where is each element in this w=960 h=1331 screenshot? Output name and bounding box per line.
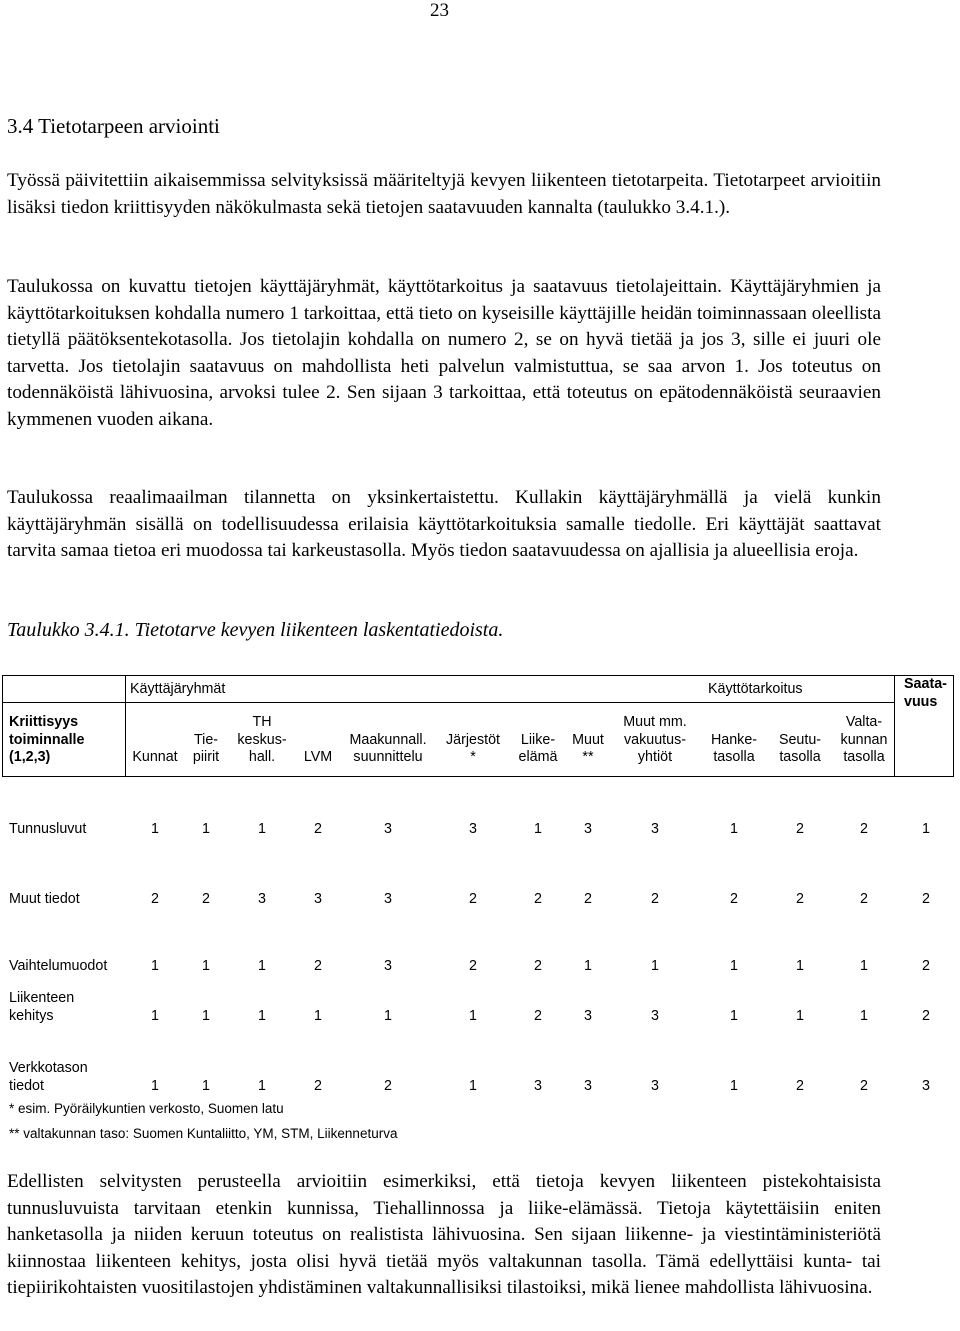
paragraph-table-description: Taulukossa on kuvattu tietojen käyttäjäryhmät, käyttötarkoitus ja saatavuus tietolajeittain. Käyttäjäryhmien ja käyttötarkoituksen kohdalla numero 1 tarkoittaa, että tieto on kyseisille käyttäjille heidän toiminnassaan oleellista tietyllä päätöksentekotasolla. Jos tietolajin kohdalla on numero 2, se on hyvä tietää ja jos 3, sille ei juuri ole tarvetta. Jos tietolajin saatavuus on mahdollista heti palvelun valmistuttua, se saa arvon 1. Jos toteutus on todennäköistä lähivuosina, arvoksi tulee 2. Sen sijaan 3 tarkoittaa, että toteutus on epätodennäköistä seuraavien kymmenen vuoden aikana. bbox=[7, 276, 881, 430]
table-cell: 1 bbox=[151, 958, 159, 974]
table-cell: 1 bbox=[534, 821, 542, 837]
table-cell: 1 bbox=[202, 1008, 210, 1024]
table-cell: 3 bbox=[314, 891, 322, 907]
table-header-divider-availability bbox=[894, 675, 895, 777]
row-label: Tunnusluvut bbox=[9, 821, 87, 837]
table-cell: 3 bbox=[258, 891, 266, 907]
column-header: Muut ** bbox=[572, 731, 604, 766]
table-cell: 2 bbox=[651, 891, 659, 907]
column-header: Valta- kunnan tasolla bbox=[840, 713, 888, 766]
table-cell: 1 bbox=[469, 1008, 477, 1024]
table-cell: 2 bbox=[534, 1008, 542, 1024]
table-cell: 1 bbox=[796, 1008, 804, 1024]
table-cell: 1 bbox=[651, 958, 659, 974]
table-cell: 1 bbox=[730, 1078, 738, 1094]
purpose-group-header: Käyttötarkoitus bbox=[708, 681, 803, 697]
row-label: Vaihtelumuodot bbox=[9, 958, 108, 974]
table-cell: 2 bbox=[860, 891, 868, 907]
column-header: TH keskus- hall. bbox=[237, 713, 287, 766]
column-header: Tie- piirit bbox=[192, 731, 220, 766]
table-cell: 2 bbox=[796, 1078, 804, 1094]
table-cell: 2 bbox=[314, 1078, 322, 1094]
table-header-divider bbox=[2, 702, 894, 703]
table-cell: 1 bbox=[469, 1078, 477, 1094]
availability-header: Saata- vuus bbox=[904, 676, 947, 710]
table-cell: 3 bbox=[651, 1008, 659, 1024]
table-cell: 2 bbox=[860, 821, 868, 837]
table-cell: 3 bbox=[384, 821, 392, 837]
table-cell: 2 bbox=[384, 1078, 392, 1094]
table-cell: 2 bbox=[534, 958, 542, 974]
table-cell: 3 bbox=[384, 891, 392, 907]
table-cell: 1 bbox=[151, 1008, 159, 1024]
column-header: Hanke- tasolla bbox=[710, 731, 758, 766]
table-cell: 1 bbox=[730, 958, 738, 974]
table-cell: 2 bbox=[202, 891, 210, 907]
table-cell: 3 bbox=[469, 821, 477, 837]
column-header: Maakunnall. suunnittelu bbox=[349, 731, 427, 766]
table-cell: 1 bbox=[258, 1008, 266, 1024]
page-number: 23 bbox=[430, 0, 449, 21]
table-cell: 2 bbox=[860, 1078, 868, 1094]
table-cell: 1 bbox=[584, 958, 592, 974]
column-header: Seutu- tasolla bbox=[778, 731, 822, 766]
table-cell: 2 bbox=[922, 958, 930, 974]
table-cell: 1 bbox=[384, 1008, 392, 1024]
column-header: Järjestöt * bbox=[445, 731, 501, 766]
row-label: Liikenteen kehitys bbox=[9, 990, 75, 1024]
table-cell: 3 bbox=[922, 1078, 930, 1094]
table-cell: 3 bbox=[534, 1078, 542, 1094]
table-cell: 3 bbox=[651, 821, 659, 837]
table-cell: 1 bbox=[730, 821, 738, 837]
table-cell: 1 bbox=[202, 958, 210, 974]
table-cell: 1 bbox=[258, 821, 266, 837]
table-cell: 3 bbox=[651, 1078, 659, 1094]
table-cell: 2 bbox=[584, 891, 592, 907]
table-cell: 2 bbox=[469, 958, 477, 974]
table-cell: 3 bbox=[584, 821, 592, 837]
table-caption: Taulukko 3.4.1. Tietotarve kevyen liikenteen laskentatiedoista. bbox=[7, 619, 504, 641]
table-cell: 2 bbox=[151, 891, 159, 907]
table-cell: 2 bbox=[314, 958, 322, 974]
section-title: 3.4 Tietotarpeen arviointi bbox=[7, 114, 220, 138]
criticality-header: Kriittisyys toiminnalle (1,2,3) bbox=[9, 714, 85, 766]
paragraph-simplification: Taulukossa reaalimaailman tilannetta on yksinkertaistettu. Kullakin käyttäjäryhmällä ja vielä kunkin käyttäjäryhmän sisällä on todellisuudessa erilaisia käyttötarkoituksia samalle tiedolle. Eri käyttäjät saattavat tarvita samaa tietoa eri muodossa tai karkeustasolla. Myös tiedon saatavuudessa on ajallisia ja alueellisia eroja. bbox=[7, 487, 881, 561]
table-cell: 2 bbox=[534, 891, 542, 907]
column-header: LVM bbox=[303, 749, 333, 766]
table-cell: 3 bbox=[584, 1008, 592, 1024]
table-cell: 2 bbox=[796, 891, 804, 907]
table-cell: 3 bbox=[384, 958, 392, 974]
row-label: Verkkotason tiedot bbox=[9, 1060, 88, 1094]
table-cell: 1 bbox=[258, 958, 266, 974]
table-cell: 1 bbox=[922, 821, 930, 837]
users-group-header: Käyttäjäryhmät bbox=[130, 681, 226, 697]
table-cell: 2 bbox=[922, 891, 930, 907]
column-header: Muut mm. vakuutus- yhtiöt bbox=[623, 713, 687, 766]
footnote-2: ** valtakunnan taso: Suomen Kuntaliitto, YM, STM, Liikenneturva bbox=[9, 1126, 398, 1141]
table-cell: 1 bbox=[258, 1078, 266, 1094]
paragraph-intro: Työssä päivitettiin aikaisemmissa selvityksissä määriteltyjä kevyen liikenteen tietotarpeita. Tietotarpeet arvioitiin lisäksi tiedon kriittisyyden näkökulmasta sekä tietojen saatavuuden kannalta (taulukko 3.4.1.). bbox=[7, 170, 881, 218]
table-cell: 1 bbox=[860, 1008, 868, 1024]
table-cell: 2 bbox=[730, 891, 738, 907]
table-cell: 1 bbox=[860, 958, 868, 974]
table-cell: 2 bbox=[469, 891, 477, 907]
table-cell: 1 bbox=[151, 821, 159, 837]
table-cell: 2 bbox=[314, 821, 322, 837]
table-cell: 1 bbox=[730, 1008, 738, 1024]
table-cell: 1 bbox=[151, 1078, 159, 1094]
column-header: Liike- elämä bbox=[518, 731, 558, 766]
table-header-divider-criticality bbox=[125, 675, 126, 777]
column-header: Kunnat bbox=[132, 749, 178, 766]
table-cell: 1 bbox=[202, 821, 210, 837]
row-label: Muut tiedot bbox=[9, 891, 80, 907]
table-cell: 2 bbox=[922, 1008, 930, 1024]
table-cell: 3 bbox=[584, 1078, 592, 1094]
table-cell: 1 bbox=[202, 1078, 210, 1094]
table-cell: 2 bbox=[796, 821, 804, 837]
table-cell: 1 bbox=[796, 958, 804, 974]
paragraph-conclusion: Edellisten selvitysten perusteella arvioitiin esimerkiksi, että tietoja kevyen liikenteen pistekohtaisista tunnusluvuista tarvitaan etenkin kunnissa, Tiehallinnossa ja liike-elämässä. Tietoja käytettäisiin eniten hanketasolla ja niiden keruun toteutus on realistista lähivuosina. Sen sijaan liikenne- ja viestintäministeriötä kiinnostaa liikenteen kehitys, josta olisi hyvä tietää myös valtakunnan tasolla. Tämä edellyttäisi kunta- tai tiepiirikohtaisten vuositilastojen yhdistäminen valtakunnallisiksi tilastoiksi, mikä lienee mahdollista lähivuosina. bbox=[7, 1171, 881, 1298]
footnote-1: * esim. Pyöräilykuntien verkosto, Suomen latu bbox=[9, 1101, 284, 1116]
table-cell: 1 bbox=[314, 1008, 322, 1024]
